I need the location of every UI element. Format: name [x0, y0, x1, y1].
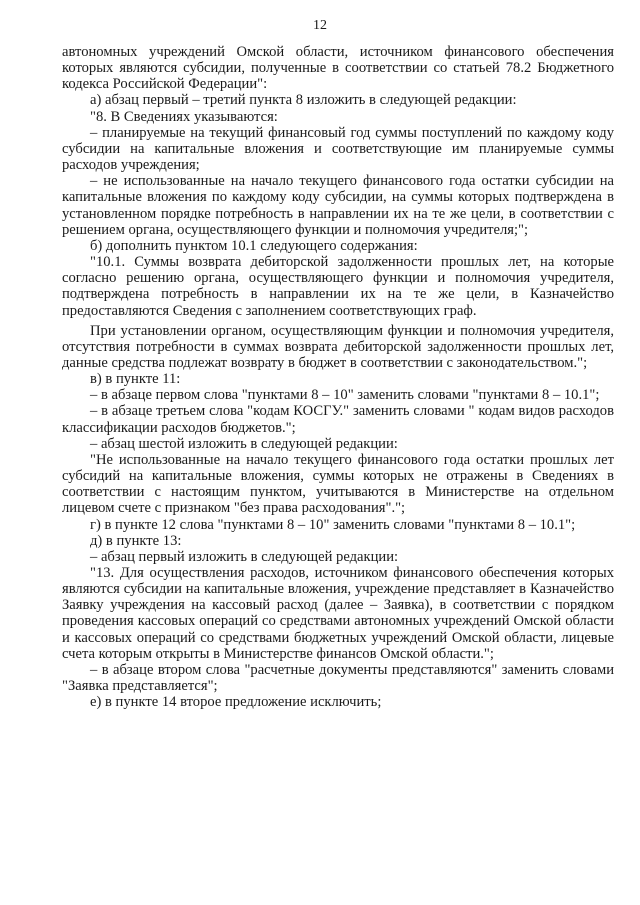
paragraph-item-v: в) в пункте 11:: [90, 371, 181, 388]
paragraph-point-10-1: "10.1. Суммы возврата дебиторской задолженности прошлых лет, на которые согласно решению органа, осуществляющего функции и полномочия учредителя, подтверждена потребность в направлении их на те же цели, в Казначейство предоставляются Сведения с заполнением соответствующих граф.: [62, 254, 614, 319]
paragraph-item-a: а) абзац первый – третий пункта 8 изложить в следующей редакции:: [90, 92, 517, 109]
paragraph-third-abzac-change: – в абзаце третьем слова "кодам КОСГУ." заменить словами " кодам видов расходов классификации расходов бюджетов.";: [62, 403, 614, 436]
paragraph-sixth-abzac-intro: – абзац шестой изложить в следующей редакции:: [90, 435, 398, 452]
paragraph-unused-balances: – не использованные на начало текущего финансового года остатки субсидии на капитальные вложения по каждому коду субсидии, на суммы которых подтверждена в установленном порядке потребность в направлении их на те же цели, в соответствии с решением органа, осуществляющего функции и полномочия учредителя;";: [62, 173, 614, 238]
paragraph-second-abzac-change: – в абзаце втором слова "расчетные документы представляются" заменить словами "Заявка представляется";: [62, 661, 614, 695]
paragraph-planned-receipts: – планируемые на текущий финансовый год суммы поступлений по каждому коду субсидии на капитальные вложения и соответствующие им планируемые суммы расходов учреждения;: [62, 124, 614, 174]
paragraph-item-e: е) в пункте 14 второе предложение исключить;: [90, 694, 382, 711]
paragraph-sixth-abzac-text: "Не использованные на начало текущего финансового года остатки прошлых лет субсидий на капитальные вложения, суммы которых не отражены в Сведениях в соответствии с настоящим пунктом, учитываются в Министерстве на отдельном лицевом счете с признаком "без права расходования".";: [62, 451, 614, 517]
paragraph-item-d: д) в пункте 13:: [90, 532, 182, 549]
page-number: 12: [313, 18, 327, 33]
paragraph-first-abzac-change: – в абзаце первом слова "пунктами 8 – 10" заменить словами "пунктами 8 – 10.1";: [90, 387, 600, 404]
paragraph-intro-continuation: автономных учреждений Омской области, источником финансового обеспечения которых являются субсидии, полученные в соответствии со статьей 78.2 Бюджетного кодекса Российской Федерации":: [62, 44, 614, 93]
paragraph-item-b: б) дополнить пунктом 10.1 следующего содержания:: [90, 237, 418, 254]
paragraph-point-13-text: "13. Для осуществления расходов, источником финансового обеспечения которых являются субсидии на капитальные вложения, учреждение представляет в Казначейство Заявку учреждения на кассовый расход (далее – Заявка), в соответствии с порядком проведения кассовых операций со средствами автономных учреждений Омской области и кассовых операций со средствами бюджетных учреждений Омской области, лицевые счета которым открыты в Министерстве финансов Омской области.";: [62, 565, 614, 662]
paragraph-first-abzac-intro: – абзац первый изложить в следующей редакции:: [90, 548, 399, 565]
paragraph-no-need-return: При установлении органом, осуществляющим функции и полномочия учредителя, отсутствия потребности в суммах возврата дебиторской задолженности прошлых лет, данные средства подлежат возврату в бюджет в соответствии с законодательством.";: [62, 322, 614, 371]
paragraph-point-8-header: "8. В Сведениях указываются:: [90, 108, 278, 125]
paragraph-item-g: г) в пункте 12 слова "пунктами 8 – 10" заменить словами "пунктами 8 – 10.1";: [90, 516, 576, 533]
document-body: [62, 44, 614, 710]
